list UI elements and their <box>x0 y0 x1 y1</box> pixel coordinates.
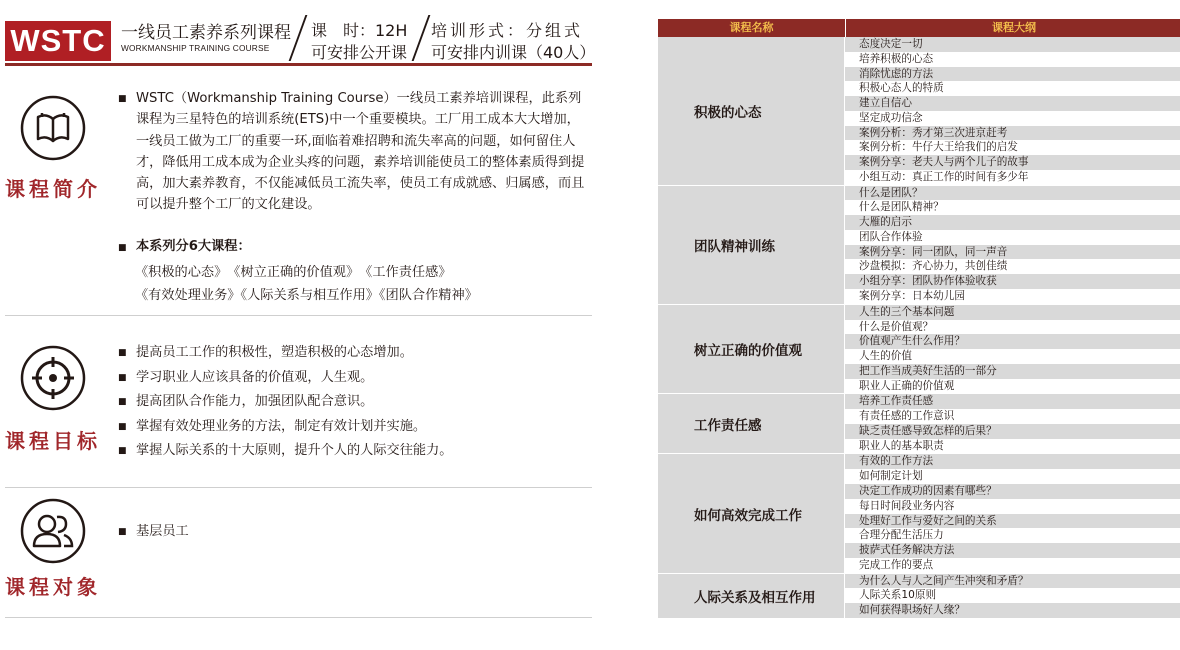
outline-item: 团队合作体验 <box>845 230 1180 245</box>
header-rule <box>5 63 592 66</box>
outline-item: 积极心态人的特质 <box>845 81 1180 96</box>
bullet: ■ <box>118 421 127 432</box>
bullet: ■ <box>118 397 127 407</box>
goal-text: 掌握有效处理业务的方法，制定有效计划并实施。 <box>136 418 427 434</box>
outline-item: 决定工作成功的因素有哪些？ <box>845 484 1180 499</box>
bullet: ■ <box>118 94 127 104</box>
outline-item: 大雁的启示 <box>845 215 1180 230</box>
section-divider <box>5 487 592 488</box>
outline-item: 案例分享：同一团队，同一声音 <box>845 245 1180 260</box>
list-item <box>118 520 189 545</box>
outline-cell <box>845 305 1180 394</box>
outline-item: 价值观产生什么作用？ <box>845 334 1180 349</box>
audience-text: 基层员工 <box>136 524 189 539</box>
goals-list <box>118 341 453 464</box>
table-row <box>658 186 1180 305</box>
public-course-note: 可安排公开课 <box>311 43 408 62</box>
outline-item: 合理分配生活压力 <box>845 528 1180 543</box>
outline-item: 消除忧虑的方法 <box>845 67 1180 82</box>
outline-item: 如何制定计划 <box>845 469 1180 484</box>
outline-item: 完成工作的要点 <box>845 558 1180 573</box>
audience-section-title: 课程对象 <box>5 575 101 599</box>
outline-item: 什么是团队？ <box>845 186 1180 201</box>
course-name-cell: 工作责任感 <box>658 394 845 453</box>
table-row <box>658 574 1180 619</box>
outline-item: 小组分享：团队协作体验收获 <box>845 274 1180 289</box>
section-divider <box>5 315 592 316</box>
outline-item: 披萨式任务解决方法 <box>845 543 1180 558</box>
goal-text: 掌握人际关系的十大原则，提升个人的人际交往能力。 <box>136 443 453 458</box>
people-icon <box>20 498 86 564</box>
outline-item: 案例分析：秀才第三次进京赶考 <box>845 126 1180 141</box>
outline-item: 处理好工作与爱好之间的关系 <box>845 514 1180 529</box>
outline-item: 案例分析：牛仔大王给我们的启发 <box>845 140 1180 155</box>
outline-cell <box>845 37 1180 185</box>
internal-course-note: 可安排内训课（40人） <box>431 43 596 62</box>
course-series-subtitle: WORKMANSHIP TRAINING COURSE <box>121 43 270 53</box>
bullet: ■ <box>118 446 127 456</box>
outline-item: 什么是团队精神？ <box>845 200 1180 215</box>
outline-item: 人际关系10原则 <box>845 588 1180 603</box>
outline-item: 什么是价值观？ <box>845 320 1180 335</box>
course-name-cell: 团队精神训练 <box>658 186 845 304</box>
table-row <box>658 37 1180 186</box>
list-item <box>118 341 453 366</box>
course-list-line: 《有效处理业务》《人际关系与相互作用》《团队合作精神》 <box>135 288 478 303</box>
list-item <box>118 390 453 415</box>
course-list-line: 《积极的心态》 《树立正确的价值观》 《工作责任感》 <box>135 265 452 280</box>
course-hours: 课 时：12H <box>311 21 408 40</box>
list-item <box>118 366 453 391</box>
bullet: ■ <box>118 348 127 358</box>
outline-item: 建立自信心 <box>845 96 1180 111</box>
logo: WSTC <box>5 21 111 61</box>
outline-item: 有效的工作方法 <box>845 454 1180 469</box>
outline-cell <box>845 574 1180 618</box>
outline-item: 为什么人与人之间产生冲突和矛盾？ <box>845 574 1180 589</box>
outline-item: 每日时间段业务内容 <box>845 499 1180 514</box>
six-courses-heading <box>118 235 251 254</box>
course-name-cell: 树立正确的价值观 <box>658 305 845 394</box>
outline-item: 人生的三个基本问题 <box>845 305 1180 320</box>
section-divider <box>5 617 592 618</box>
column-header-course-name: 课程名称 <box>658 19 846 37</box>
table-row <box>658 454 1180 573</box>
outline-cell <box>845 394 1180 453</box>
goal-text: 提高团队合作能力，加强团队配合意识。 <box>136 394 374 409</box>
intro-paragraph: WSTC（Workmanship Training Course）一线员工素养培训课程，此系列课程为三星特色的培训系统(ETS)中一个重要模块。工厂用工成本大大增加，一线员工做为工厂的重要一环,面临着难招聘和流失率高的问题，如何留住人才，降低用工成本成为企业头疼的问题，素养培训能使员工的整体素质得到提高，加大素养教育，不仅能减低员工流失率，使员工有成就感、归属感，而且可以提升整个工厂的文化建设。 <box>136 91 585 213</box>
course-name-cell: 积极的心态 <box>658 37 845 185</box>
table-row <box>658 394 1180 454</box>
training-format: 培训形式：分组式 <box>431 21 584 40</box>
outline-item: 培养积极的心态 <box>845 52 1180 67</box>
divider-slash <box>289 15 307 61</box>
outline-item: 有责任感的工作意识 <box>845 409 1180 424</box>
outline-item: 沙盘模拟：齐心协力，共创佳绩 <box>845 259 1180 274</box>
table-body <box>658 37 1180 619</box>
book-icon <box>20 95 86 161</box>
intro-section-title: 课程简介 <box>5 177 101 201</box>
intro-text <box>118 88 588 216</box>
outline-item: 小组互动：真正工作的时间有多少年 <box>845 170 1180 185</box>
course-name-cell: 人际关系及相互作用 <box>658 574 845 618</box>
outline-item: 把工作当成美好生活的一部分 <box>845 364 1180 379</box>
bullet: ■ <box>118 372 127 383</box>
divider-slash <box>412 15 430 61</box>
list-item <box>118 439 453 464</box>
outline-item: 坚定成功信念 <box>845 111 1180 126</box>
table-row <box>658 305 1180 395</box>
outline-item: 缺乏责任感导致怎样的后果？ <box>845 424 1180 439</box>
table-header <box>658 19 1180 37</box>
column-header-outline: 课程大纲 <box>992 21 1036 34</box>
outline-item: 培养工作责任感 <box>845 394 1180 409</box>
outline-item: 职业人的基本职责 <box>845 439 1180 454</box>
goal-text: 提高员工工作的积极性，塑造积极的心态增加。 <box>136 345 413 360</box>
goals-section-title: 课程目标 <box>5 429 101 453</box>
outline-item: 态度决定一切 <box>845 37 1180 52</box>
audience-list <box>118 520 189 545</box>
bullet: ■ <box>118 527 127 537</box>
outline-item: 如何获得职场好人缘？ <box>845 603 1180 618</box>
outline-item: 案例分享：日本幼儿园 <box>845 289 1180 304</box>
outline-cell <box>845 186 1180 304</box>
six-courses-heading-text: 本系列分6大课程： <box>136 239 251 254</box>
target-icon <box>20 345 86 411</box>
course-outline-table <box>658 19 1180 619</box>
bullet: ■ <box>118 243 127 253</box>
list-item <box>118 415 453 440</box>
course-name-cell: 如何高效完成工作 <box>658 454 845 572</box>
outline-item: 人生的价值 <box>845 349 1180 364</box>
course-series-title: 一线员工素养系列课程 <box>121 23 291 43</box>
goal-text: 学习职业人应该具备的价值观，人生观。 <box>136 369 374 385</box>
outline-item: 职业人正确的价值观 <box>845 379 1180 394</box>
outline-cell <box>845 454 1180 572</box>
outline-item: 案例分享：老夫人与两个儿子的故事 <box>845 155 1180 170</box>
